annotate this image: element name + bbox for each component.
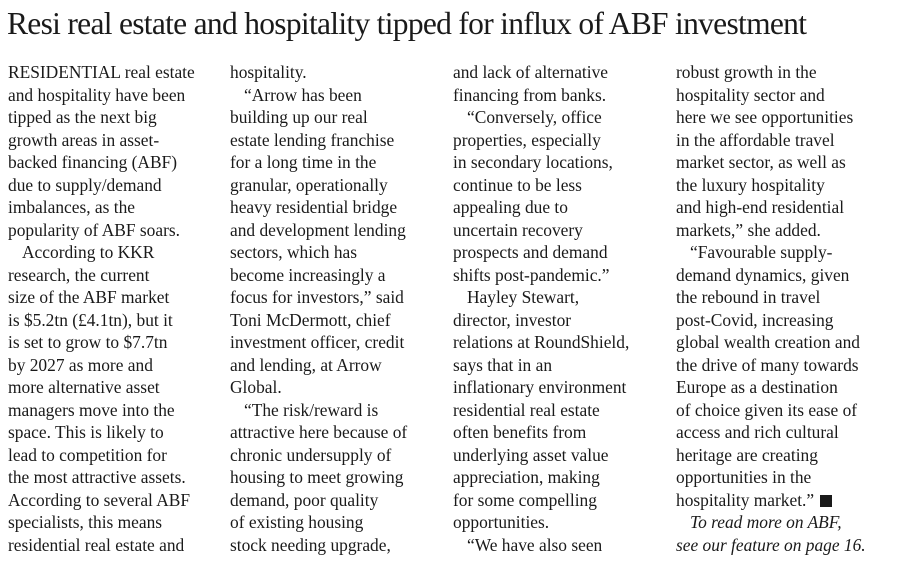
line-text: prospects and demand <box>453 242 608 262</box>
line-text: lead to competition for <box>8 444 167 465</box>
body-text-line <box>453 511 668 534</box>
line-text: global wealth creation and <box>676 332 860 352</box>
line-text: managers move into the <box>8 399 175 420</box>
body-text-line <box>453 399 668 422</box>
line-text: the drive of many towards <box>676 354 859 375</box>
line-text: housing to meet growing <box>230 467 404 487</box>
line-text: often benefits from <box>453 422 587 442</box>
line-text: “Conversely, office <box>467 107 602 127</box>
body-text-line <box>230 421 445 444</box>
line-text: backed financing (ABF) <box>8 152 178 172</box>
line-text: Global. <box>230 377 282 397</box>
body-text-line <box>453 489 668 512</box>
body-text-line <box>453 331 668 354</box>
body-text-line <box>453 241 668 264</box>
line-text: sectors, which has <box>230 242 358 262</box>
line-text: and development lending <box>230 219 406 240</box>
body-text-line <box>8 151 223 174</box>
line-text: the luxury hospitality <box>676 174 825 195</box>
line-text: the most attractive assets. <box>8 467 186 487</box>
line-text: continue to be less <box>453 174 582 195</box>
body-text-line <box>453 151 668 174</box>
line-text: director, investor <box>453 309 572 330</box>
body-text-line <box>230 106 445 129</box>
line-text: investment officer, credit <box>230 332 405 352</box>
body-text-line <box>230 174 445 197</box>
body-text-line <box>453 61 668 84</box>
body-text-line <box>676 219 894 242</box>
body-text-line <box>453 129 668 152</box>
body-text-line <box>676 129 894 152</box>
body-text-line <box>676 196 894 219</box>
line-text: “We have also seen <box>467 534 603 555</box>
body-text-line <box>230 264 445 287</box>
body-text-line <box>8 534 223 557</box>
line-text: Toni McDermott, chief <box>230 309 391 330</box>
body-text-line <box>230 444 445 467</box>
body-text-line <box>8 174 223 197</box>
body-text-line <box>453 309 668 332</box>
line-text: Europe as a destination <box>676 377 838 397</box>
body-text-line <box>8 444 223 467</box>
body-text-line <box>8 489 223 512</box>
line-text: “Arrow has been <box>244 84 362 105</box>
line-text: RESIDENTIAL real estate <box>8 62 195 82</box>
line-text: attractive here because of <box>230 422 408 442</box>
body-text-line <box>676 444 894 467</box>
line-text: appealing due to <box>453 197 568 217</box>
line-text: is set to grow to $7.7tn <box>8 332 168 352</box>
body-text-line <box>676 241 894 264</box>
line-text: Hayley Stewart, <box>467 287 580 307</box>
line-text: inflationary environment <box>453 377 627 397</box>
body-text-line <box>676 511 894 534</box>
body-text-line <box>676 174 894 197</box>
body-text-line <box>8 331 223 354</box>
body-text-line <box>230 376 445 399</box>
body-text-line <box>230 511 445 534</box>
body-text-line <box>8 421 223 444</box>
line-text: opportunities in the <box>676 467 812 487</box>
body-text-line <box>8 309 223 332</box>
line-text: market sector, as well as <box>676 152 846 172</box>
line-text: According to KKR <box>22 242 155 262</box>
line-text: uncertain recovery <box>453 219 583 240</box>
line-text: relations at RoundShield, <box>453 332 630 352</box>
line-text: focus for investors,” said <box>230 287 404 307</box>
line-text: in the affordable travel <box>676 129 835 150</box>
body-text-line <box>8 354 223 377</box>
body-text-line <box>453 421 668 444</box>
article-column-1 <box>8 61 223 556</box>
body-text-line <box>8 264 223 287</box>
article-column-4 <box>676 61 894 556</box>
line-text: hospitality sector and <box>676 84 825 105</box>
line-text: building up our real <box>230 107 368 127</box>
body-text-line <box>453 106 668 129</box>
article-column-2 <box>230 61 445 556</box>
body-text-line <box>230 399 445 422</box>
line-text: by 2027 as more and <box>8 354 153 375</box>
line-text: and lack of alternative <box>453 62 608 82</box>
line-text: more alternative asset <box>8 377 160 397</box>
line-text: here we see opportunities <box>676 107 854 127</box>
line-text: “Favourable supply- <box>690 242 833 262</box>
body-text-line <box>453 84 668 107</box>
line-text: residential real estate and <box>8 534 185 555</box>
body-text-line <box>230 286 445 309</box>
article-headline: Resi real estate and hospitality tipped for influx of ABF investment <box>7 6 807 41</box>
line-text: in secondary locations, <box>453 152 613 172</box>
body-text-line <box>453 174 668 197</box>
line-text: heritage are creating <box>676 444 818 465</box>
body-text-line <box>453 444 668 467</box>
body-text-line <box>8 376 223 399</box>
line-text: due to supply/demand <box>8 174 162 195</box>
line-text: become increasingly a <box>230 264 386 285</box>
body-text-line <box>230 331 445 354</box>
line-text: robust growth in the <box>676 62 817 82</box>
body-text-line <box>453 196 668 219</box>
body-text-line <box>8 106 223 129</box>
body-text-line <box>230 354 445 377</box>
body-text-line <box>230 489 445 512</box>
line-text: for a long time in the <box>230 152 377 172</box>
line-text: tipped as the next big <box>8 107 157 127</box>
line-text: growth areas in asset- <box>8 129 160 150</box>
line-text: residential real estate <box>453 399 600 420</box>
body-text-line <box>676 489 894 512</box>
body-text-line <box>230 309 445 332</box>
line-text: is $5.2tn (£4.1tn), but it <box>8 309 173 330</box>
body-text-line <box>8 241 223 264</box>
body-text-line <box>453 534 668 557</box>
body-text-line <box>676 264 894 287</box>
body-text-line <box>453 286 668 309</box>
line-text: specialists, this means <box>8 512 163 532</box>
body-text-line <box>8 129 223 152</box>
line-text: the rebound in travel <box>676 287 821 307</box>
line-text: imbalances, as the <box>8 197 135 217</box>
line-text: says that in an <box>453 354 553 375</box>
body-text-line <box>676 106 894 129</box>
line-text: popularity of ABF soars. <box>8 219 180 240</box>
line-text: research, the current <box>8 264 150 285</box>
line-text: space. This is likely to <box>8 422 164 442</box>
line-text: opportunities. <box>453 512 550 532</box>
body-text-line <box>230 151 445 174</box>
body-text-line <box>676 286 894 309</box>
body-text-line <box>676 354 894 377</box>
line-text: According to several ABF <box>8 489 191 510</box>
body-text-line <box>8 84 223 107</box>
body-text-line <box>453 466 668 489</box>
line-text: markets,” she added. <box>676 219 821 240</box>
line-text: and hospitality have been <box>8 84 186 105</box>
line-text: To read more on ABF, <box>690 512 842 532</box>
body-text-line <box>230 534 445 557</box>
body-text-line <box>453 376 668 399</box>
line-text: stock needing upgrade, <box>230 534 391 555</box>
body-text-line <box>8 219 223 242</box>
end-of-article-square-icon <box>820 495 832 507</box>
line-text: properties, especially <box>453 129 601 150</box>
line-text: demand, poor quality <box>230 489 379 510</box>
line-text: underlying asset value <box>453 444 609 465</box>
line-text: and lending, at Arrow <box>230 354 382 375</box>
line-text: granular, operationally <box>230 174 388 195</box>
line-text: chronic undersupply of <box>230 444 392 465</box>
line-text: of choice given its ease of <box>676 399 858 420</box>
body-text-line <box>676 399 894 422</box>
body-text-line <box>676 466 894 489</box>
line-text: see our feature on page 16. <box>676 534 866 555</box>
line-text: financing from banks. <box>453 84 607 105</box>
article-column-3 <box>453 61 668 556</box>
body-text-line <box>230 219 445 242</box>
body-text-line <box>8 399 223 422</box>
line-text: post-Covid, increasing <box>676 309 834 330</box>
line-text: size of the ABF market <box>8 287 170 307</box>
line-text: appreciation, making <box>453 467 600 487</box>
line-text: of existing housing <box>230 512 364 532</box>
body-text-line <box>453 219 668 242</box>
body-text-line <box>453 354 668 377</box>
body-text-line <box>230 61 445 84</box>
body-text-line <box>676 534 894 557</box>
line-text: hospitality. <box>230 62 307 82</box>
body-text-line <box>8 196 223 219</box>
line-text: access and rich cultural <box>676 422 839 442</box>
body-text-line <box>230 466 445 489</box>
body-text-line <box>676 376 894 399</box>
line-text: estate lending franchise <box>230 129 395 150</box>
body-text-line <box>676 421 894 444</box>
line-text: hospitality market.” <box>676 489 815 510</box>
line-text: “The risk/reward is <box>244 399 379 420</box>
body-text-line <box>8 61 223 84</box>
body-text-line <box>8 286 223 309</box>
line-text: shifts post-pandemic.” <box>453 264 610 285</box>
body-text-line <box>676 61 894 84</box>
body-text-line <box>8 511 223 534</box>
body-text-line <box>676 309 894 332</box>
body-text-line <box>230 241 445 264</box>
line-text: and high-end residential <box>676 197 845 217</box>
body-text-line <box>676 84 894 107</box>
body-text-line <box>230 196 445 219</box>
body-text-line <box>676 151 894 174</box>
line-text: demand dynamics, given <box>676 264 850 285</box>
body-text-line <box>8 466 223 489</box>
body-text-line <box>453 264 668 287</box>
body-text-line <box>230 84 445 107</box>
line-text: for some compelling <box>453 489 597 510</box>
body-text-line <box>676 331 894 354</box>
body-text-line <box>230 129 445 152</box>
line-text: heavy residential bridge <box>230 197 398 217</box>
